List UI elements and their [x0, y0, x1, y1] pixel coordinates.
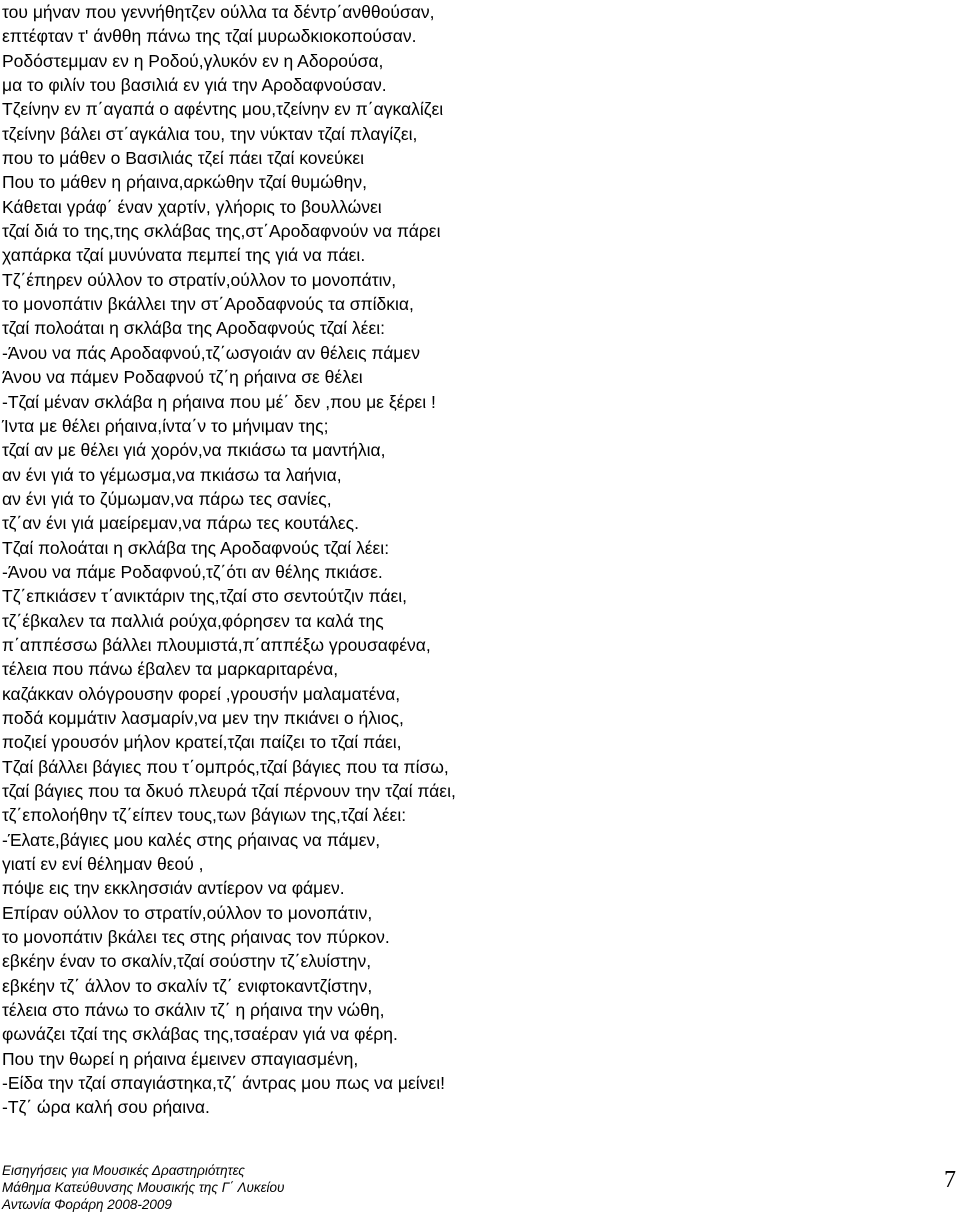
- poem-line: που το μάθεν ο Βασιλιάς τζεί πάει τζαί κονεύκει: [2, 148, 365, 169]
- poem-line: -Τζ΄ ώρα καλή σου ρήαινα.: [2, 1097, 210, 1118]
- poem-line: τζείνην βάλει στ΄αγκάλια του, την νύκταν τζαί πλαγίζει,: [2, 123, 418, 144]
- poem-line: τζαί διά το της,της σκλάβας της,στ΄Αροδαφνούν να πάρει: [2, 221, 441, 242]
- poem-line: εβκέην τζ΄ άλλον το σκαλίν τζ΄ ενιφτοκαντζίστην,: [2, 975, 373, 996]
- footer-course-title: Εισηγήσεις για Μουσικές Δραστηριότητες: [2, 1163, 245, 1178]
- poem-line: χαπάρκα τζαί μυνύνατα πεμπεί της γιά να πάει.: [2, 245, 366, 266]
- poem-line: πόψε εις την εκκλησσιάν αντίερον να φάμεν.: [2, 878, 345, 899]
- footer-author-year: Αντωνία Φοράρη 2008-2009: [2, 1197, 172, 1212]
- page-footer: [0, 1162, 960, 1212]
- poem-line: τζ΄έβκαλεν τα παλλιά ρούχα,φόρησεν τα καλά της: [2, 610, 384, 631]
- poem-line: τζαί βάγιες που τα δκυό πλευρά τζαί πέρνουν την τζαί πάει,: [2, 781, 456, 801]
- poem-line: φωνάζει τζαί της σκλάβας της,τσαέραν γιά να φέρη.: [2, 1024, 398, 1045]
- footer-subject: Μάθημα Κατεύθυνσης Μουσικής της Γ΄ Λυκείου: [2, 1180, 285, 1195]
- poem-line: αν ένι γιά το γέμωσμα,να πκιάσω τα λαήνια,: [2, 464, 342, 485]
- poem-line: -Τζαί μέναν σκλάβα η ρήαινα που μέ΄ δεν ,που με ξέρει !: [2, 391, 436, 412]
- poem-line: τζαί πολοάται η σκλάβα της Αροδαφνούς τζαί λέει:: [2, 318, 386, 339]
- poem-line: Τζαί πολοάται η σκλάβα της Αροδαφνούς τζαί λέει:: [2, 537, 390, 558]
- poem-line: τζ΄αν ένι γιά μαείρεμαν,να πάρω τες κουτάλες.: [2, 513, 359, 534]
- poem-line: Που το μάθεν η ρήαινα,αρκώθην τζαί θυμώθην,: [2, 172, 367, 193]
- poem-line: Ροδόστεμμαν εν η Ροδού,γλυκόν εν η Αδορούσα,: [2, 50, 384, 71]
- poem-line: τζαί αν με θέλει γιά χορόν,να πκιάσω τα μαντήλια,: [2, 440, 386, 461]
- poem-line: εβκέην έναν το σκαλίν,τζαί σούστην τζ΄ελυίστην,: [2, 951, 372, 972]
- poem-line: Τζ΄επκιάσεν τ΄ανικτάριν της,τζαί στο σεντούτζιν πάει,: [2, 586, 408, 607]
- page-number: 7: [944, 1167, 956, 1193]
- poem-line: μα το φιλίν του βασιλιά εν γιά την Αροδαφνούσαν.: [2, 75, 387, 96]
- poem-line: το μονοπάτιν βκάλλει την στ΄Αροδαφνούς τα σπίδκια,: [2, 294, 414, 315]
- poem-line: ποδά κομμάτιν λασμαρίν,να μεν την πκιάνει ο ήλιος,: [2, 707, 404, 728]
- poem-line: τέλεια που πάνω έβαλεν τα μαρκαριταρένα,: [2, 659, 339, 680]
- poem-line: Επίραν ούλλον το στρατίν,ούλλον το μονοπάτιν,: [2, 902, 373, 923]
- poem-line: Άνου να πάμεν Ροδαφνού τζ΄η ρήαινα σε θέλει: [2, 367, 363, 388]
- poem-line: -Είδα την τζαί σπαγιάστηκα,τζ΄ άντρας μου πως να μείνει!: [2, 1073, 445, 1094]
- footer-text: [2, 1162, 284, 1213]
- poem-line: -Άνου να πάς Αροδαφνού,τζ΄ωσγοιάν αν θέλεις πάμεν: [2, 342, 420, 363]
- poem-line: -Άνου να πάμε Ροδαφνού,τζ΄ότι αν θέλης πκιάσε.: [2, 561, 383, 582]
- poem-line: του μήναν που γεννήθητζεν ούλλα τα δέντρ΄ανθθούσαν,: [2, 2, 435, 22]
- poem-line: Ίντα με θέλει ρήαινα,ίντα΄ν το μήνιμαν της;: [2, 415, 329, 436]
- poem-line: ποζιεί γρουσόν μήλον κρατεί,τζαι παίζει το τζαί πάει,: [2, 732, 402, 753]
- poem-line: τζ΄επολοήθην τζ΄είπεν τους,των βάγιων της,τζαί λέει:: [2, 805, 407, 826]
- poem-line: Κάθεται γράφ΄ έναν χαρτίν, γλήορις το βουλλώνει: [2, 196, 382, 217]
- poem-line: επτέφταν τ' άνθθη πάνω της τζαί μυρωδκιοκοπούσαν.: [2, 26, 417, 47]
- poem-line: Τζαί βάλλει βάγιες που τ΄ομπρός,τζαί βάγιες που τα πίσω,: [2, 756, 449, 777]
- poem-line: Που την θωρεί η ρήαινα έμεινεν σπαγιασμένη,: [2, 1048, 359, 1069]
- poem-line: Τζ΄έπηρεν ούλλον το στρατίν,ούλλον το μονοπάτιν,: [2, 269, 397, 290]
- poem-line: -Έλατε,βάγιες μου καλές στης ρήαινας να πάμεν,: [2, 829, 381, 850]
- poem-line: καζάκκαν ολόγρουσην φορεί ,γρουσήν μαλαματένα,: [2, 683, 401, 704]
- poem-line: το μονοπάτιν βκάλει τες στης ρήαινας τον πύρκον.: [2, 927, 390, 948]
- poem-line: γιατί εν ενί θέλημαν θεού ,: [2, 854, 204, 875]
- poem-line: τέλεια στο πάνω το σκάλιν τζ΄ η ρήαινα την νώθη,: [2, 1000, 385, 1021]
- poem-line: αν ένι γιά το ζύμωμαν,να πάρω τες σανίες,: [2, 488, 332, 509]
- poem-line: Τζείνην εν π΄αγαπά ο αφέντης μου,τζείνην εν π΄αγκαλίζει: [2, 99, 444, 120]
- poem-line: π΄αππέσσω βάλλει πλουμιστά,π΄αππέξω γρουσαφένα,: [2, 634, 431, 655]
